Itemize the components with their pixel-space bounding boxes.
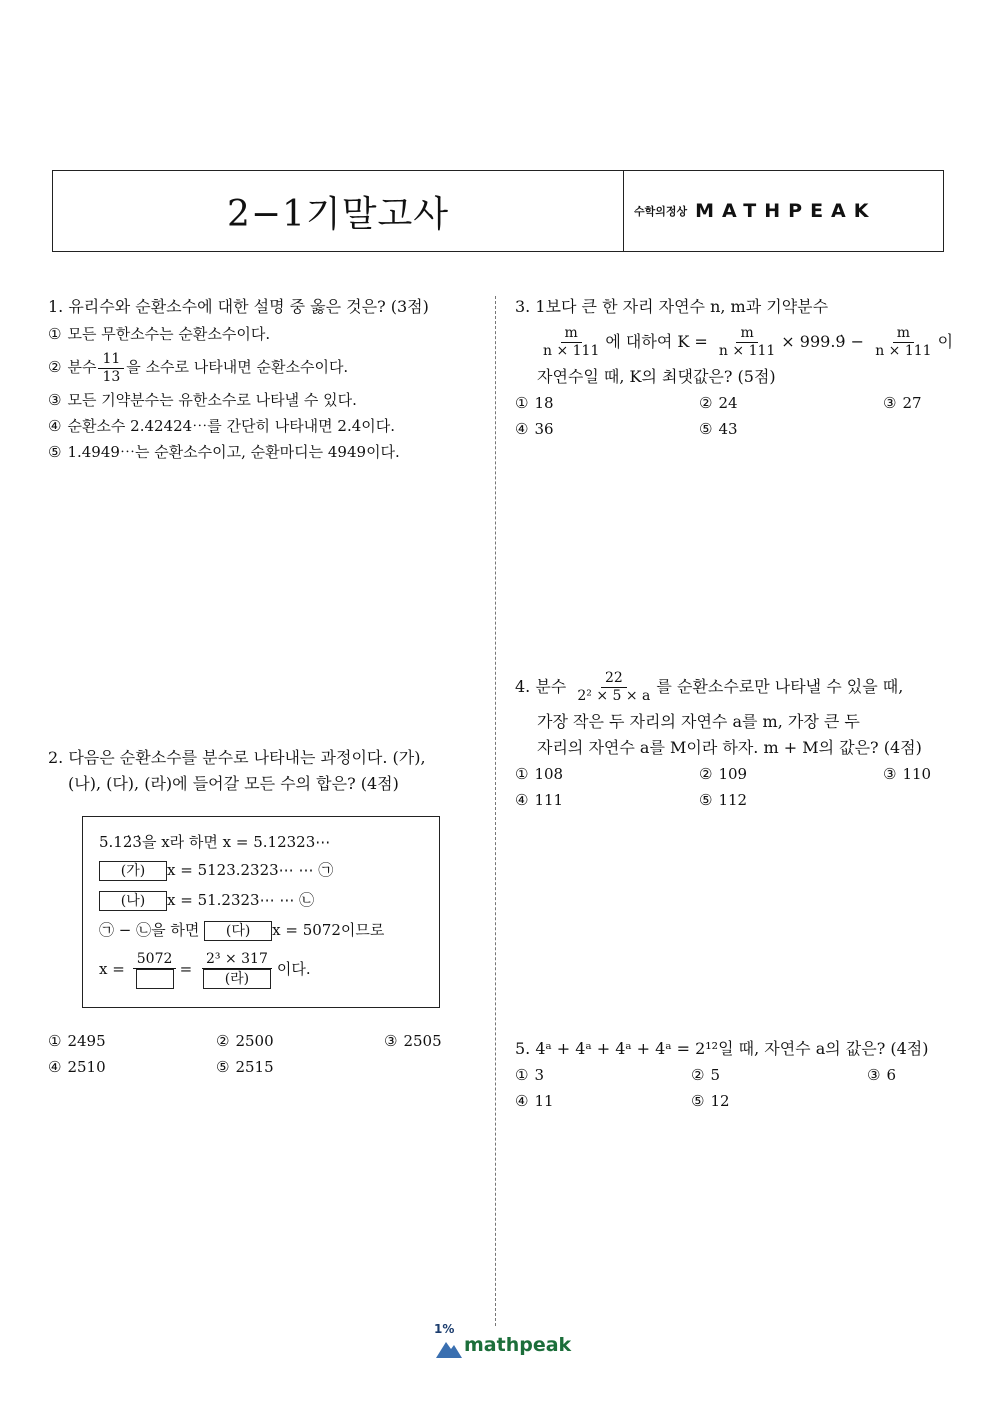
choice-4[interactable]: ④ 111 bbox=[515, 791, 564, 809]
question-3 bbox=[515, 294, 954, 442]
process-line-1: 5.12̇3̇을 x라 하면 x = 5.12323⋯ bbox=[99, 833, 331, 851]
question-stem-line-1: 3. 1보다 큰 한 자리 자연수 n, m과 기약분수 bbox=[515, 297, 829, 316]
choice-3[interactable]: ③ 2505 bbox=[384, 1032, 442, 1050]
fraction: $\frac{11}{13}$ bbox=[98, 351, 124, 386]
question-stem: 5. 4ᵃ + 4ᵃ + 4ᵃ + 4ᵃ = 2¹²일 때, 자연수 a의 값은? (4점) bbox=[515, 1039, 929, 1058]
logo-text: mathpeak bbox=[464, 1334, 572, 1356]
process-line-2: (가) x = 5123.2323⋯ ⋯ ㉠ bbox=[99, 859, 333, 881]
choice-3[interactable]: ③ 110 bbox=[883, 765, 932, 783]
process-box bbox=[82, 816, 440, 1008]
footer-logo bbox=[434, 1322, 574, 1362]
blank-empty bbox=[136, 969, 174, 989]
option-5[interactable]: ⑤ 1.4949⋯는 순환소수이고, 순환마디는 4949이다. bbox=[48, 443, 400, 461]
choice-4[interactable]: ④ 36 bbox=[515, 420, 554, 438]
option-1[interactable]: ① 모든 무한소수는 순환소수이다. bbox=[48, 325, 271, 343]
question-stem-line-2: (나), (다), (라)에 들어갈 모든 수의 합은? (4점) bbox=[68, 774, 399, 793]
choice-1[interactable]: ① 18 bbox=[515, 394, 554, 412]
choice-2[interactable]: ② 24 bbox=[699, 394, 738, 412]
choice-1[interactable]: ① 3 bbox=[515, 1066, 544, 1084]
choice-5[interactable]: ⑤ 112 bbox=[699, 791, 748, 809]
choice-2[interactable]: ② 109 bbox=[699, 765, 748, 783]
choice-3[interactable]: ③ 27 bbox=[883, 394, 922, 412]
brand-subtitle: 수학의정상 bbox=[634, 205, 688, 218]
blank-ga: (가) bbox=[99, 861, 167, 881]
process-line-5: x = 5072 = $\frac{\text{2³ × 317}}{\text{(라)}}$ 이다. bbox=[99, 951, 311, 987]
fraction-2: $\frac{\text{2³ × 317}}{\text{(라)}}$ bbox=[199, 951, 275, 989]
logo-percent: 1% bbox=[434, 1322, 455, 1336]
option-2[interactable]: ② 분수 $\frac{11}{13}$ 을 소수로 나타내면 순환소수이다. bbox=[48, 350, 349, 385]
option-3[interactable]: ③ 모든 기약분수는 유한소수로 나타낼 수 있다. bbox=[48, 391, 357, 409]
choice-2[interactable]: ② 2500 bbox=[216, 1032, 274, 1050]
process-line-3: (나) x = 51.2323⋯ ⋯ ㉡ bbox=[99, 889, 314, 911]
fraction-1: 5072 bbox=[132, 951, 178, 989]
choice-2[interactable]: ② 5 bbox=[691, 1066, 720, 1084]
column-divider bbox=[495, 296, 496, 1326]
question-stem-line-3: 자연수일 때, K의 최댓값은? (5점) bbox=[537, 367, 776, 386]
blank-ra: (라) bbox=[203, 969, 271, 989]
brand-name: MATHPEAK bbox=[695, 200, 877, 222]
question-stem-line-1: 2. 다음은 순환소수를 분수로 나타내는 과정이다. (가), bbox=[48, 748, 426, 767]
choice-4[interactable]: ④ 11 bbox=[515, 1092, 554, 1110]
choice-5[interactable]: ⑤ 2515 bbox=[216, 1058, 274, 1076]
question-stem-line-3: 자리의 자연수 a를 M이라 하자. m + M의 값은? (4점) bbox=[537, 738, 922, 757]
process-line-4: ㉠ − ㉡을 하면 (다) x = 5072이므로 bbox=[99, 921, 385, 939]
question-4 bbox=[515, 665, 945, 813]
question-2 bbox=[48, 745, 488, 797]
brand-cell bbox=[624, 171, 943, 251]
question-stem-line-2: $\frac{m}{n \times 111}$ 에 대하여 K = $\frac{m}{n \times 111}$ × 999.9̇ − $\frac{m}{n \times 111}$ 이 bbox=[543, 325, 954, 359]
choice-1[interactable]: ① 108 bbox=[515, 765, 564, 783]
question-stem-line-1: 4. 분수 $\frac{22}{\text{2² × 5 × a}}$ 를 순환소수로만 나타낼 수 있을 때, bbox=[515, 670, 904, 704]
choice-3[interactable]: ③ 6 bbox=[867, 1066, 896, 1084]
question-2-choices bbox=[48, 1028, 468, 1080]
choice-4[interactable]: ④ 2510 bbox=[48, 1058, 106, 1076]
exam-header bbox=[52, 170, 944, 252]
question-1 bbox=[48, 294, 488, 465]
exam-title: 2−1기말고사 bbox=[53, 171, 624, 251]
choice-5[interactable]: ⑤ 43 bbox=[699, 420, 738, 438]
mountain-icon bbox=[434, 1336, 464, 1360]
question-5 bbox=[515, 1036, 945, 1114]
question-stem: 1. 유리수와 순환소수에 대한 설명 중 옳은 것은? (3점) bbox=[48, 297, 429, 316]
choice-5[interactable]: ⑤ 12 bbox=[691, 1092, 730, 1110]
question-stem-line-2: 가장 작은 두 자리의 자연수 a를 m, 가장 큰 두 bbox=[537, 712, 860, 731]
option-4[interactable]: ④ 순환소수 2.42424⋯를 간단히 나타내면 2.4̇이다. bbox=[48, 417, 396, 435]
blank-da: (다) bbox=[204, 921, 272, 941]
choice-1[interactable]: ① 2495 bbox=[48, 1032, 106, 1050]
blank-na: (나) bbox=[99, 891, 167, 911]
